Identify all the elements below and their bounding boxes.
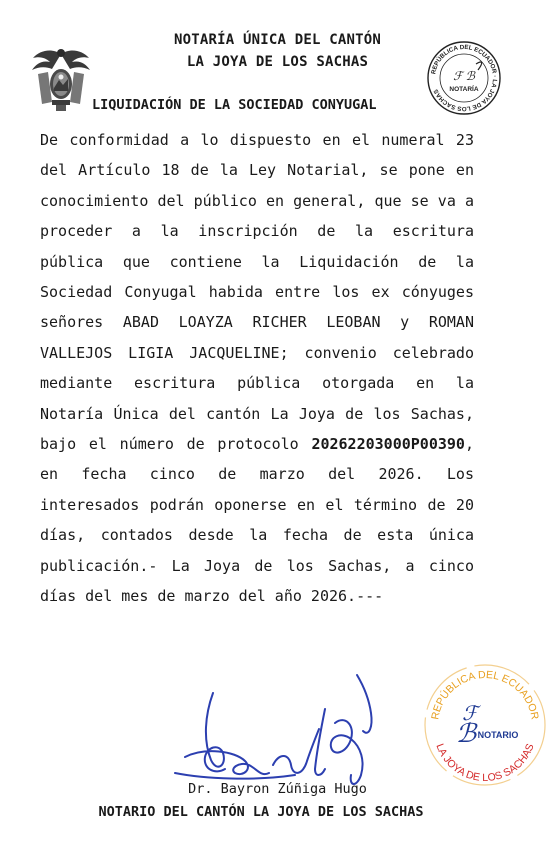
notice-body-text-2: , en fecha cinco de marzo del 2026. Los interesados podrán oponerse en el término de 20 días, contados desde la fecha de esta única publicación.- La Joya de los Sachas, a cinco días del mes de marzo del año 2026.--- xyxy=(40,435,474,606)
notice-subject: LIQUIDACIÓN DE LA SOCIEDAD CONYUGAL xyxy=(92,97,377,113)
signer-title: NOTARIO DEL CANTÓN LA JOYA DE LOS SACHAS xyxy=(98,804,424,820)
notary-seal-bottom-icon xyxy=(420,660,550,790)
seal-bottom-label: NOTARIO xyxy=(477,730,519,740)
notary-office-title: NOTARÍA ÚNICA DEL CANTÓN xyxy=(173,32,382,48)
notice-body xyxy=(40,125,474,612)
protocol-number: 20262203000P00390 xyxy=(311,435,465,454)
handwritten-signature xyxy=(165,665,410,795)
svg-text:LA JOYA DE LOS SACHAS xyxy=(433,742,536,784)
notice-body-text-1: De conformidad a lo dispuesto en el numeral 23 del Artículo 18 de la Ley Notarial, se pone en conocimiento del público en general, que se va a proceder a la inscripción de la escritura pública que contiene la Liquidación de la Sociedad Conyugal habida entre los ex cónyuges señores ABAD LOAYZA RICHER LEOBAN y ROMAN VALLEJOS LIGIA JACQUELINE; convenio celebrado mediante escritura pública otorgada en la Notaría Única del cantón La Joya de los Sachas, bajo el número de protocolo xyxy=(40,131,474,454)
notary-seal-top-icon xyxy=(426,40,502,116)
svg-text:REPÚBLICA DEL ECUADOR xyxy=(429,669,541,721)
seal-top-ring-text: REPÚBLICA DEL ECUADOR · LA JOYA DE LOS SACHAS xyxy=(430,43,499,113)
seal-bottom-ring-bottom: LA JOYA DE LOS SACHAS xyxy=(433,742,537,785)
notary-location-title: LA JOYA DE LOS SACHAS xyxy=(186,54,369,70)
seal-bottom-ring-top: REPÚBLICA DEL ECUADOR xyxy=(429,668,541,721)
svg-text:ℱ: ℱ xyxy=(462,703,478,725)
signer-name: Dr. Bayron Zúñiga Hugo xyxy=(188,781,367,797)
seal-top-label: NOTARÍA xyxy=(449,86,479,93)
svg-text:ℬ: ℬ xyxy=(455,719,477,748)
ecuador-coat-of-arms-icon xyxy=(30,44,92,116)
svg-text:ℱ ℬ: ℱ ℬ xyxy=(453,69,475,83)
